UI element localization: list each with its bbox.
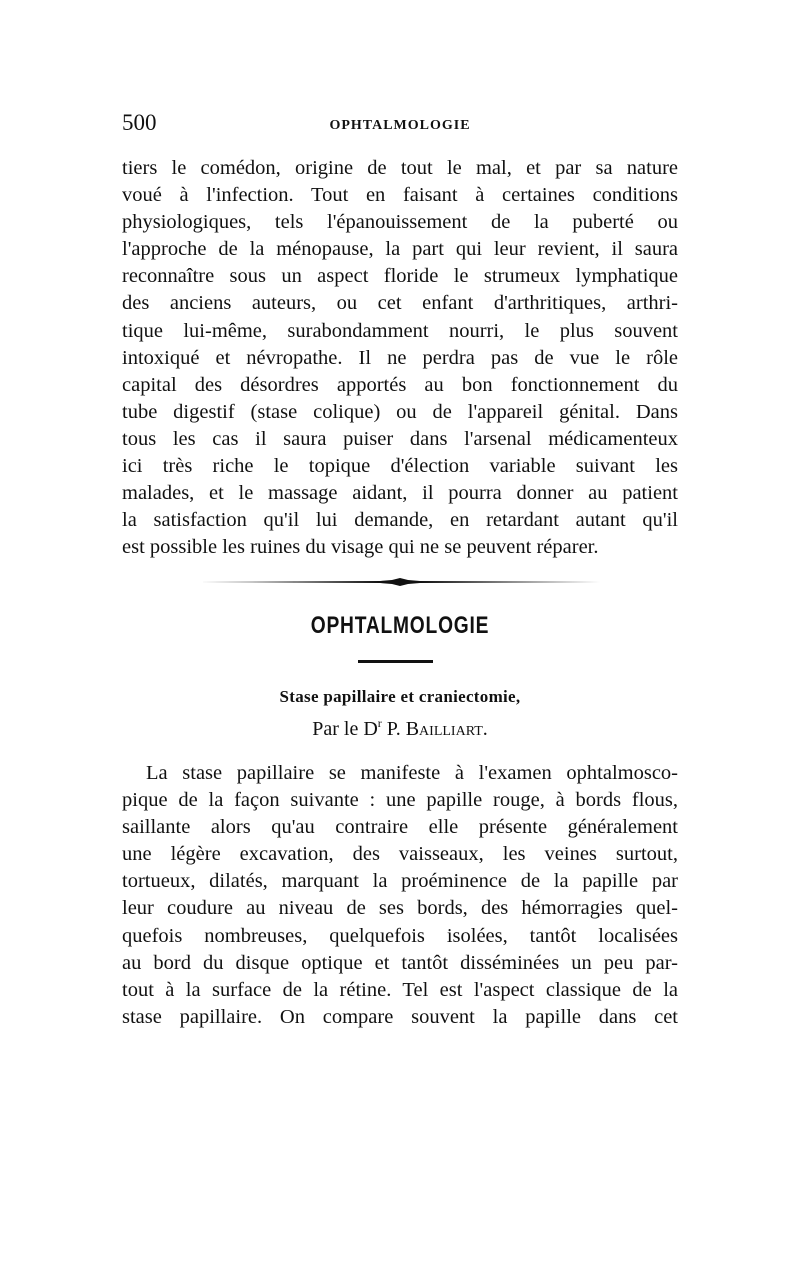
text-line: reconnaître sous un aspect floride le strumeux lymphatique (122, 265, 678, 288)
text-line: tous les cas il saura puiser dans l'arsenal médicamenteux (122, 427, 678, 450)
text-line: ici très riche le topique d'élection variable suivant les (122, 455, 678, 478)
text-line: tiers le comédon, origine de tout le mal, et par sa nature (122, 157, 678, 179)
author-initial: P. (386, 718, 401, 740)
text-line: au bord du disque optique et tantôt disséminées un peu par- (122, 951, 678, 974)
text-line: malades, et le massage aidant, il pourra donner au patient (122, 482, 678, 505)
running-head (122, 110, 678, 140)
page-number: 500 (122, 110, 157, 135)
text-line: quefois nombreuses, quelquefois isolées, tantôt localisées (122, 924, 678, 947)
text-line: physiologiques, tels l'épanouissement de la puberté ou (122, 211, 678, 234)
section-divider-ornament (200, 572, 600, 592)
author-name: Bailliart. (405, 718, 488, 740)
author-title-superscript: r (377, 716, 382, 730)
article-title: Stase papillaire et craniectomie, (279, 687, 521, 706)
text-line: stase papillaire. On compare souvent la papille dans cet (122, 1005, 678, 1028)
text-line: la satisfaction qu'il lui demande, en retardant autant qu'il (122, 509, 678, 532)
running-title: OPHTALMOLOGIE (329, 118, 471, 133)
section-title: OPHTALMOLOGIE (310, 612, 490, 639)
text-line: l'approche de la ménopause, la part qui leur revient, il saura (122, 238, 678, 261)
text-line: intoxiqué et névropathe. Il ne perdra pas de vue le rôle (122, 346, 678, 369)
text-line: saillante alors qu'au contraire elle présente généralement (122, 816, 678, 839)
text-line: des anciens auteurs, ou cet enfant d'arthritiques, arthri- (122, 292, 678, 315)
text-line: tube digestif (stase colique) ou de l'appareil génital. Dans (122, 400, 678, 423)
text-line: La stase papillaire se manifeste à l'examen ophtalmosco- (146, 762, 678, 784)
text-line: une légère excavation, des vaisseaux, les veines surtout, (122, 843, 678, 866)
text-line: tique lui-même, surabondamment nourri, le plus souvent (122, 319, 678, 342)
paragraph-1 (122, 155, 678, 561)
text-line: leur coudure au niveau de ses bords, des hémorragies quel- (122, 897, 678, 920)
author-prefix: Par le D (312, 718, 378, 740)
paragraph-2 (122, 760, 678, 1031)
text-line: pique de la façon suivante : une papille rouge, à bords flous, (122, 789, 678, 812)
text-line: tout à la surface de la rétine. Tel est l'aspect classique de la (122, 978, 678, 1001)
text-line: capital des désordres apportés au bon fonctionnement du (122, 373, 678, 396)
text-line: est possible les ruines du visage qui ne se peuvent réparer. (122, 536, 599, 559)
text-line: voué à l'infection. Tout en faisant à certaines conditions (122, 184, 678, 207)
text-line: tortueux, dilatés, marquant la proéminence de la papille par (122, 870, 678, 893)
author-line (0, 718, 800, 741)
title-underline (358, 660, 433, 663)
